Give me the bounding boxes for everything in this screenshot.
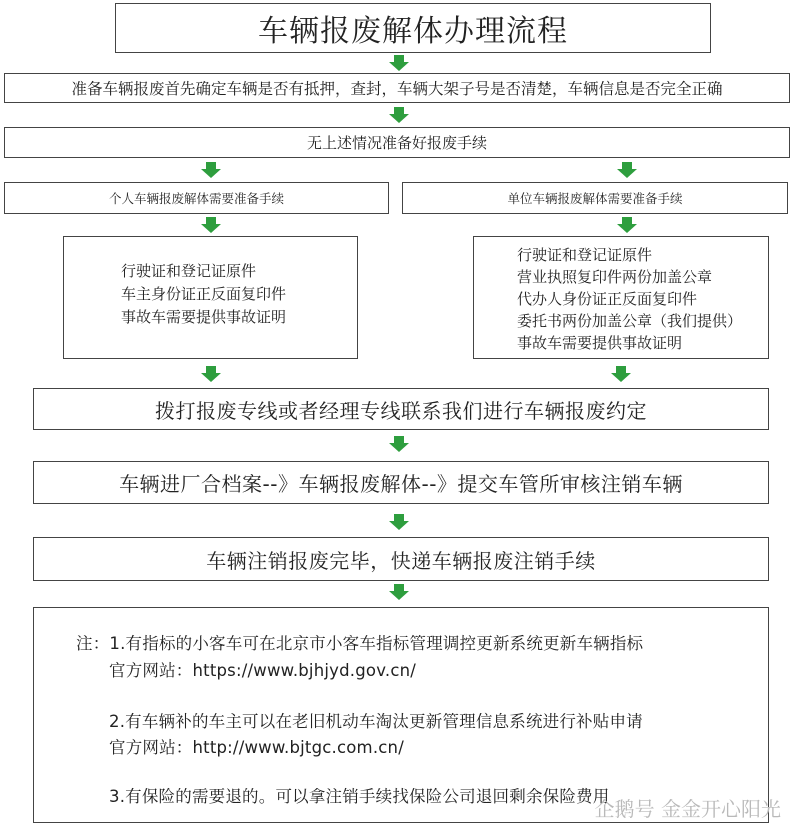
arrow-down-icon (389, 107, 409, 123)
step-contact-hotline: 拨打报废专线或者经理专线联系我们进行车辆报废约定 (33, 388, 769, 430)
arrow-down-icon (617, 217, 637, 233)
arrow-down-icon (201, 366, 221, 382)
arrow-down-icon (201, 217, 221, 233)
note-line: 2.有车辆补的车主可以在老旧机动车淘汰更新管理信息系统进行补贴申请 (109, 712, 643, 731)
company-docs-header: 单位车辆报废解体需要准备手续 (402, 182, 788, 214)
list-item: 行驶证和登记证原件 (517, 246, 653, 264)
step-complete-delivery: 车辆注销报废完毕，快递车辆报废注销手续 (33, 537, 769, 581)
step-dismantle-cancel: 车辆进厂合档案--》车辆报废解体--》提交车管所审核注销车辆 (33, 461, 769, 504)
list-item: 代办人身份证正反面复印件 (517, 290, 698, 308)
page-title: 车辆报废解体办理流程 (258, 14, 568, 49)
note-url: 官方网站：http://www.bjtgc.com.cn/ (109, 738, 404, 757)
company-docs-list (473, 236, 769, 359)
step-prepare-docs: 无上述情况准备好报废手续 (4, 127, 790, 158)
arrow-down-icon (201, 162, 221, 178)
arrow-down-icon (617, 162, 637, 178)
notes-box (33, 607, 769, 823)
list-item: 委托书两份加盖公章（我们提供） (517, 312, 743, 330)
personal-docs-list (63, 236, 358, 359)
list-item: 营业执照复印件两份加盖公章 (517, 268, 713, 286)
note-url: 官方网站：https://www.bjhjyd.gov.cn/ (109, 661, 417, 680)
step-check-vehicle: 准备车辆报废首先确定车辆是否有抵押，查封，车辆大架子号是否清楚，车辆信息是否完全正确 (4, 73, 790, 103)
arrow-down-icon (611, 366, 631, 382)
arrow-down-icon (389, 55, 409, 71)
note-line: 注：1.有指标的小客车可在北京市小客车指标管理调控更新系统更新车辆指标 (76, 634, 644, 653)
list-item: 行驶证和登记证原件 (121, 262, 257, 280)
list-item: 事故车需要提供事故证明 (517, 334, 683, 352)
flow-title-box (115, 3, 711, 53)
list-item: 事故车需要提供事故证明 (121, 308, 287, 326)
note-line: 3.有保险的需要退的。可以拿注销手续找保险公司退回剩余保险费用 (109, 787, 610, 806)
watermark: 企鹅号 金金开心阳光 (594, 797, 781, 821)
arrow-down-icon (389, 584, 409, 600)
arrow-down-icon (389, 436, 409, 452)
personal-docs-header: 个人车辆报废解体需要准备手续 (4, 182, 389, 214)
arrow-down-icon (389, 514, 409, 530)
list-item: 车主身份证正反面复印件 (121, 285, 287, 303)
